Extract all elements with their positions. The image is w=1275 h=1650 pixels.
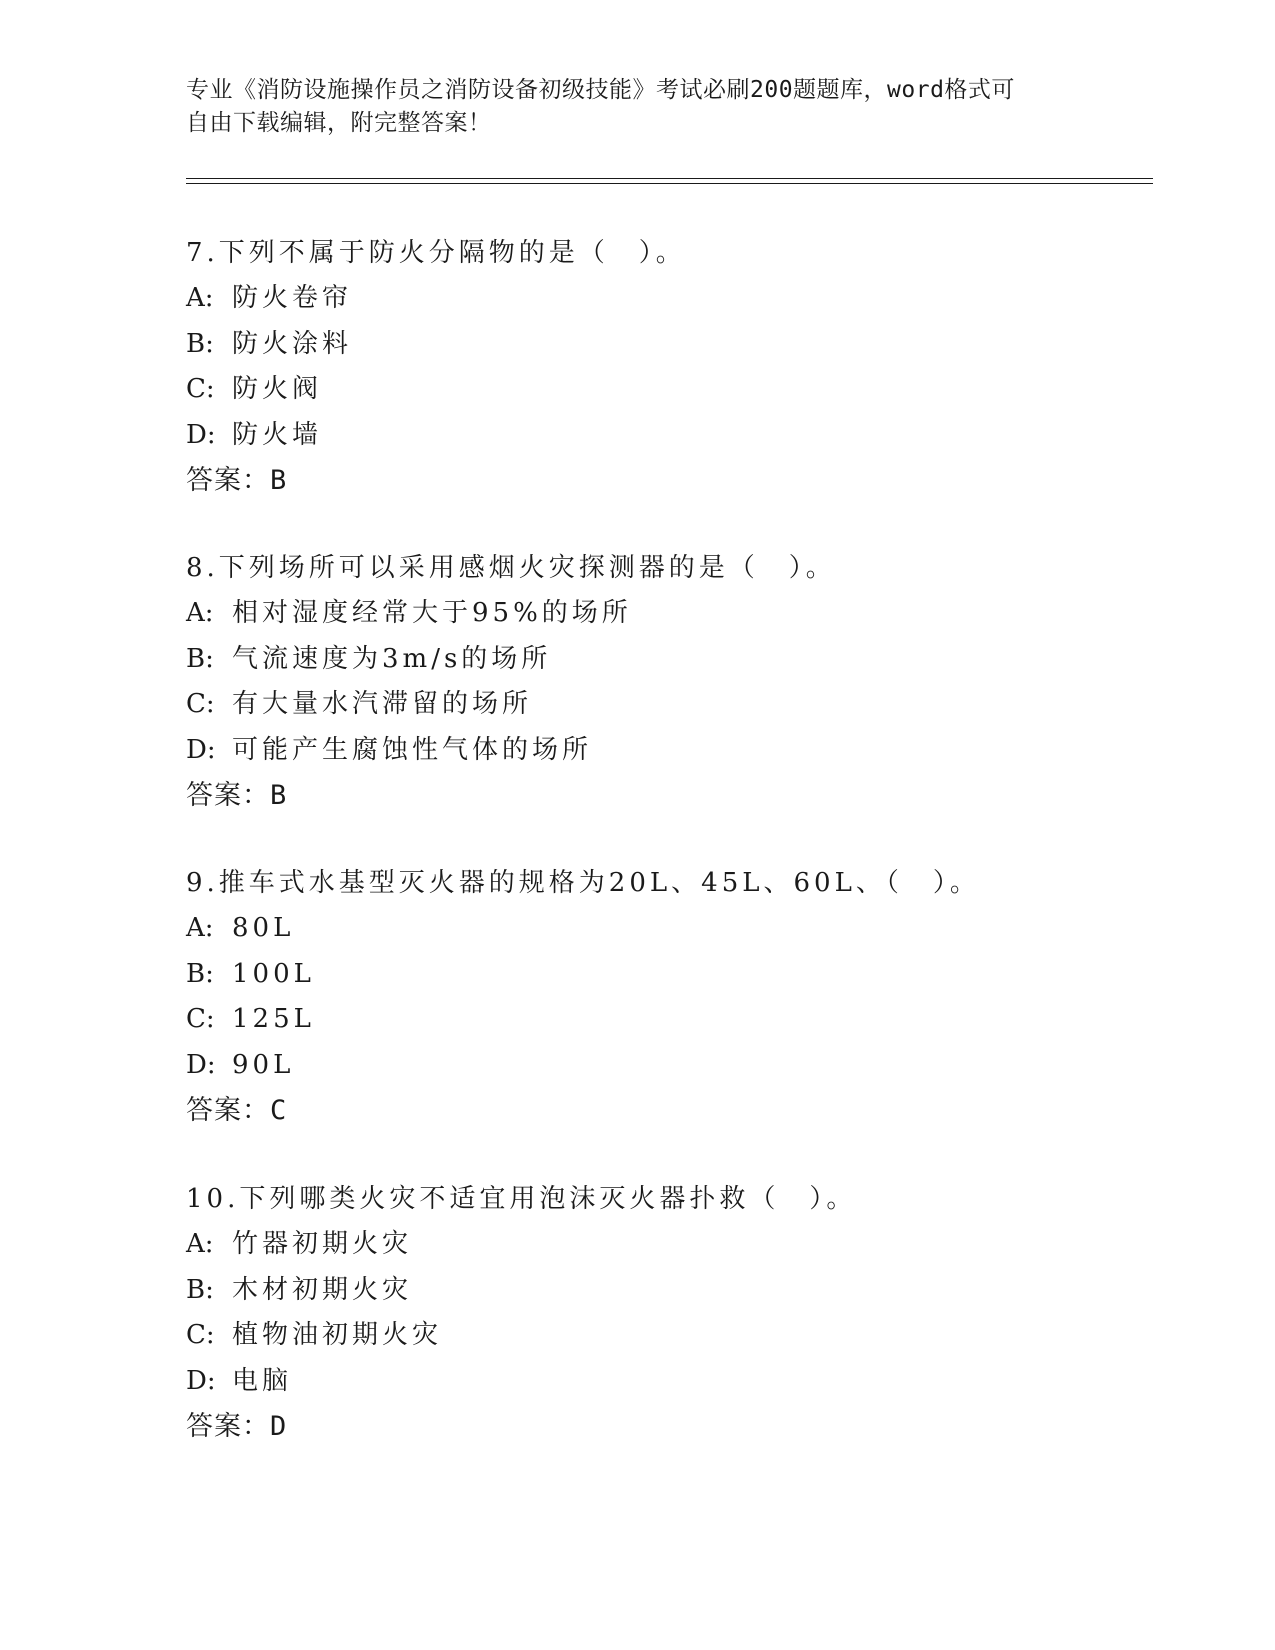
option-text: 100L	[232, 958, 315, 989]
option-text: 气流速度为3m/s的场所	[232, 643, 552, 674]
option-d	[186, 1043, 1146, 1089]
question-stem: 10.下列哪类火灾不适宜用泡沫灭火器扑救（ ）。	[186, 1184, 857, 1214]
option-text: 90L	[232, 1049, 295, 1080]
option-text: 防火涂料	[232, 328, 353, 359]
header-title-line-1: 专业《消防设施操作员之消防设备初级技能》考试必刷200题题库，word格式可	[186, 77, 1015, 103]
option-a	[186, 906, 1146, 952]
question-block	[186, 231, 1146, 503]
option-b	[186, 1268, 1146, 1314]
option-letter: D:	[186, 1365, 216, 1396]
option-letter: A:	[186, 913, 214, 943]
option-letter: D:	[186, 419, 216, 450]
option-letter: C:	[186, 689, 215, 719]
option-text: 可能产生腐蚀性气体的场所	[232, 734, 593, 765]
option-d	[186, 1359, 1146, 1405]
question-stem: 8.下列场所可以采用感烟火灾探测器的是（ ）。	[186, 553, 836, 583]
option-b	[186, 952, 1146, 998]
question-stem: 7.下列不属于防火分隔物的是（ ）。	[186, 238, 686, 268]
option-letter: C:	[186, 374, 215, 404]
option-letter: A:	[186, 283, 214, 313]
option-a	[186, 1222, 1146, 1268]
header-title-line-2: 自由下载编辑，附完整答案！	[186, 110, 492, 136]
option-a	[186, 276, 1146, 322]
option-letter: B:	[186, 1274, 214, 1305]
option-text: 植物油初期火灾	[232, 1320, 443, 1350]
header-divider-top	[186, 178, 1153, 179]
option-letter: A:	[186, 1229, 214, 1259]
option-letter: D:	[186, 734, 216, 765]
option-c	[186, 682, 1146, 728]
question-block	[186, 861, 1146, 1133]
option-c	[186, 997, 1146, 1043]
option-letter: D:	[186, 1049, 216, 1080]
option-letter: B:	[186, 328, 214, 359]
answer-line: 答案：D	[186, 1411, 288, 1442]
option-letter: C:	[186, 1320, 215, 1350]
option-text: 木材初期火灾	[232, 1274, 413, 1305]
answer-line: 答案：C	[186, 1095, 288, 1126]
answer-line: 答案：B	[186, 465, 288, 496]
answer-line: 答案：B	[186, 780, 288, 811]
option-letter: B:	[186, 643, 214, 674]
question-block	[186, 546, 1146, 818]
option-letter: C:	[186, 1004, 215, 1034]
option-c	[186, 367, 1146, 413]
header-divider-bottom	[186, 183, 1153, 184]
option-text: 相对湿度经常大于95%的场所	[232, 598, 632, 628]
option-text: 防火阀	[232, 374, 323, 404]
question-stem: 9.推车式水基型灭火器的规格为20L、45L、60L、（ ）。	[186, 868, 980, 898]
option-b	[186, 637, 1146, 683]
option-b	[186, 322, 1146, 368]
document-header	[186, 74, 1086, 140]
question-block	[186, 1177, 1146, 1449]
option-text: 80L	[232, 913, 295, 943]
option-c	[186, 1313, 1146, 1359]
option-text: 有大量水汽滞留的场所	[232, 689, 533, 719]
option-text: 125L	[232, 1004, 315, 1034]
option-a	[186, 591, 1146, 637]
option-text: 防火墙	[232, 419, 323, 450]
option-text: 电脑	[232, 1365, 293, 1396]
option-d	[186, 728, 1146, 774]
option-d	[186, 413, 1146, 459]
option-letter: A:	[186, 598, 214, 628]
option-text: 防火卷帘	[232, 283, 353, 313]
option-letter: B:	[186, 958, 214, 989]
option-text: 竹器初期火灾	[232, 1229, 413, 1259]
